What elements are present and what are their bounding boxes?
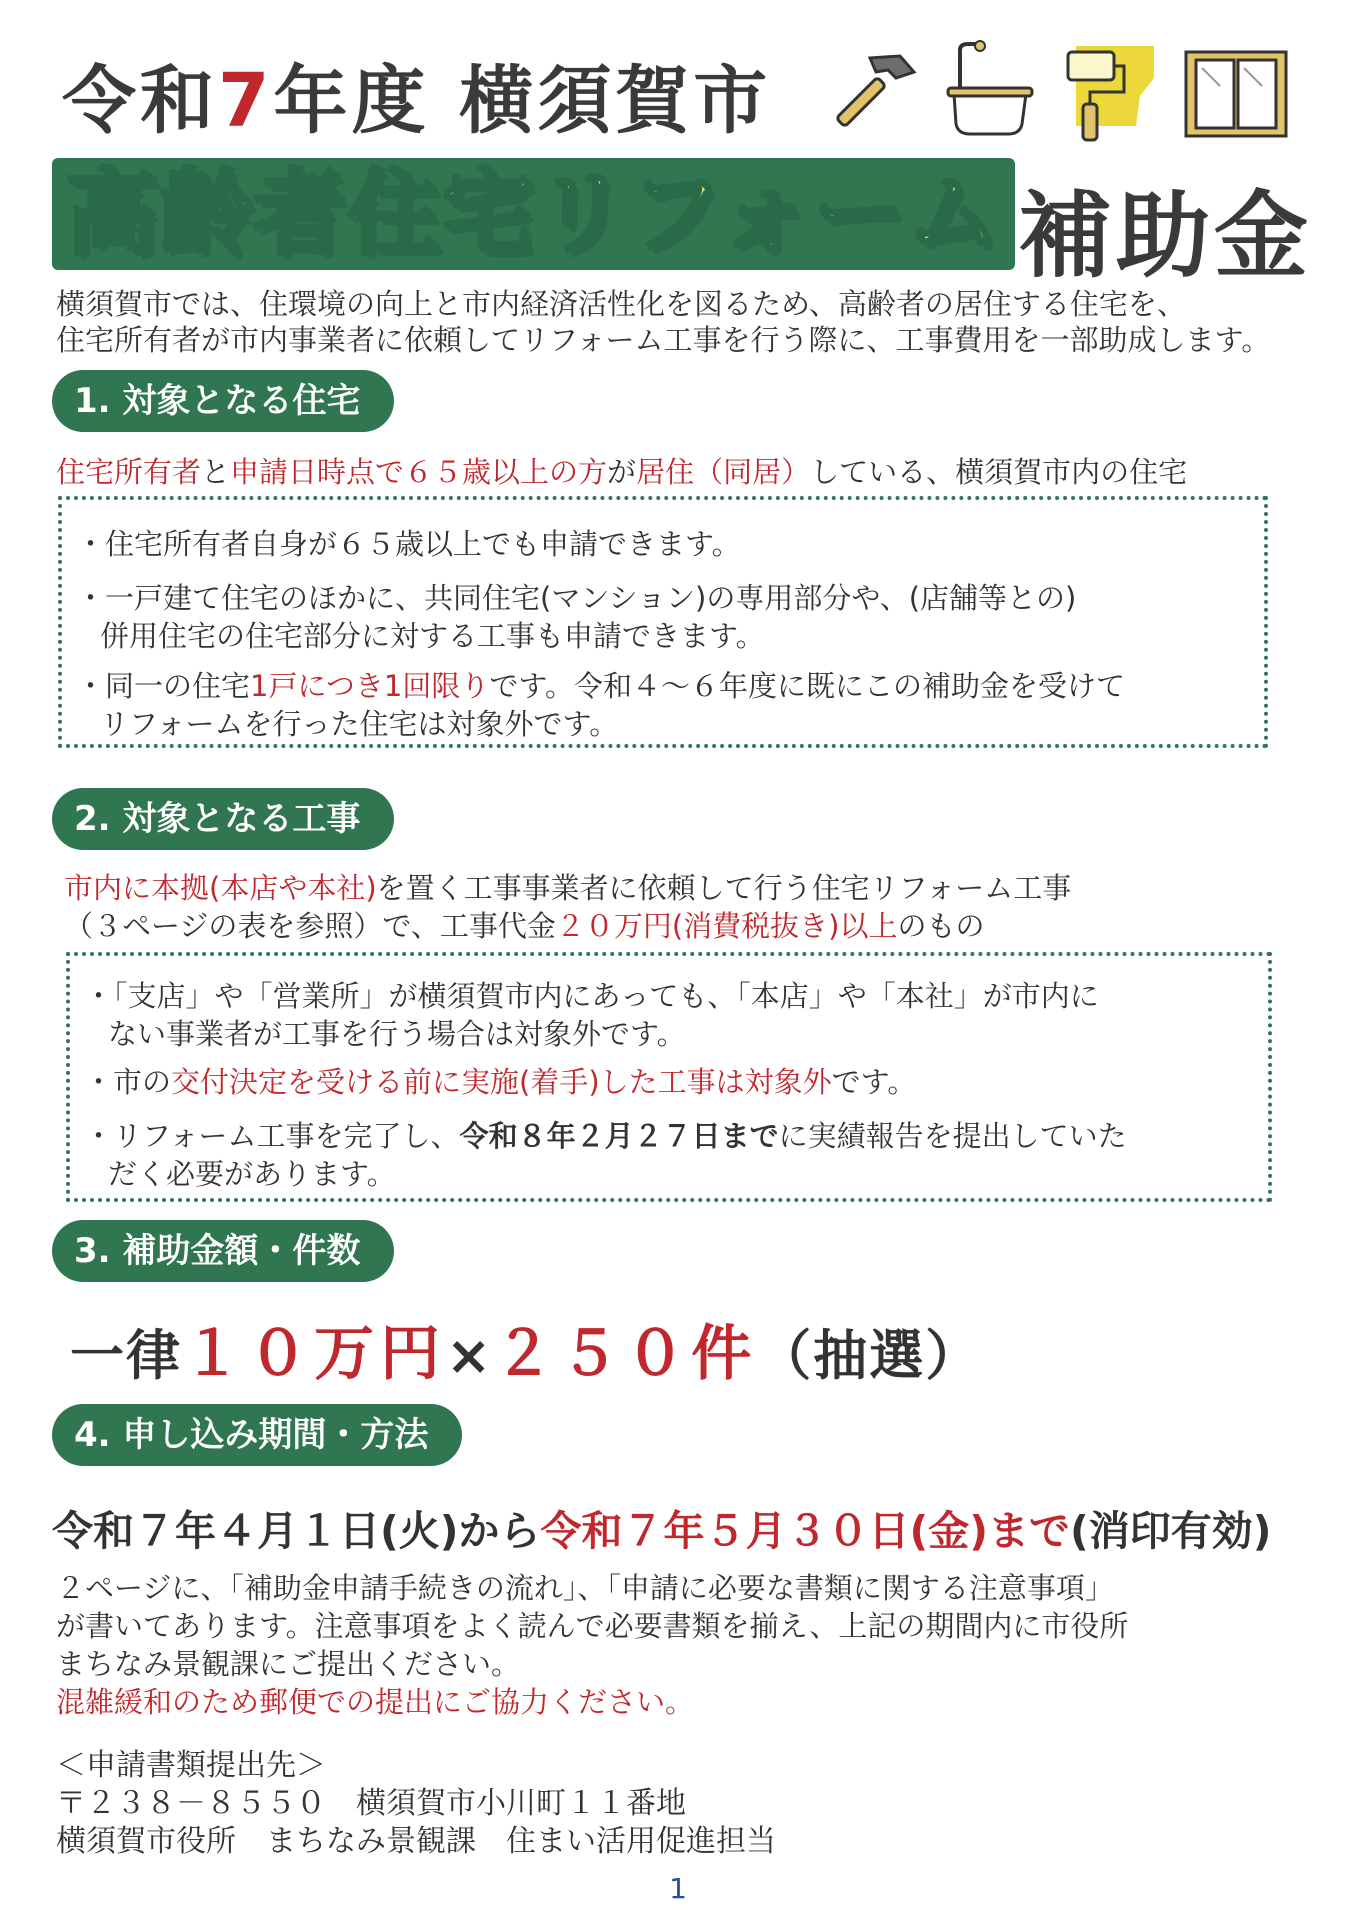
lead-text: （３ページの表を参照）で、工事代金	[64, 909, 556, 943]
section-2-note-3a	[84, 1114, 1127, 1155]
lead-owner: 住宅所有者	[56, 455, 202, 489]
amount-text: 一律	[70, 1324, 182, 1387]
section-1-note-2b: 併用住宅の住宅部分に対する工事も申請できます。	[100, 619, 765, 653]
page-number: 1	[669, 1872, 687, 1905]
amount-lottery: （抽選）	[757, 1324, 982, 1387]
title-year: 7	[218, 58, 274, 144]
intro-line-2: 住宅所有者が市内事業者に依頼してリフォーム工事を行う際に、工事費用を一部助成します。	[56, 323, 1271, 357]
note-highlight: 交付決定を受ける前に実施(着手)した工事は対象外	[171, 1065, 832, 1099]
title-suffix: 補助金	[1018, 182, 1313, 291]
title-main: 高齢者住宅リフォーム	[52, 158, 1015, 270]
lead-residence: 居住（同居）	[636, 455, 811, 489]
paint-roller-icon	[1068, 46, 1154, 140]
note-text: に実績報告を提出していた	[778, 1119, 1127, 1153]
period-start: 令和７年４月１日(火)から	[52, 1507, 541, 1555]
section-4-heading: 4. 申し込み期間・方法	[52, 1404, 462, 1466]
section-2-lead-2	[64, 904, 985, 945]
note-text: です。令和４～６年度に既にこの補助金を受けて	[489, 669, 1126, 703]
section-2-heading: 2. 対象となる工事	[52, 788, 394, 850]
section-1-note-3b: リフォームを行った住宅は対象外です。	[100, 707, 619, 741]
lead-text: している、横須賀市内の住宅	[810, 455, 1188, 489]
lead-headquarters: 市内に本拠(本店や本社)	[64, 871, 377, 905]
note-highlight: 1戸につき1回限り	[250, 669, 490, 703]
section-1-note-2a: ・一戸建て住宅のほかに、共同住宅(マンション)の専用部分や、(店舗等との)	[76, 581, 1077, 615]
lead-text: のもの	[897, 909, 985, 943]
submission-address: 〒２３８－８５５０ 横須賀市小川町１１番地	[56, 1786, 686, 1821]
bathtub-icon	[948, 41, 1032, 134]
amount-count: ２５０件	[493, 1319, 758, 1389]
submission-title: ＜申請書類提出先＞	[56, 1748, 326, 1783]
section-1-note-1: ・住宅所有者自身が６５歳以上でも申請できます。	[76, 527, 741, 561]
section-1-lead	[56, 450, 1187, 491]
title-main-wrap	[52, 158, 1015, 273]
amount-times: ×	[446, 1324, 494, 1387]
period-note: (消印有効)	[1069, 1507, 1272, 1555]
title-prefix: 令和	[62, 58, 218, 144]
window-icon	[1186, 52, 1286, 136]
period-end: 令和７年５月３０日(金)まで	[540, 1507, 1070, 1555]
section-3-heading: 3. 補助金額・件数	[52, 1220, 394, 1282]
note-text: ・同一の住宅	[76, 669, 251, 703]
section-2-note-3b: だく必要があります。	[108, 1157, 396, 1191]
lead-text: と	[201, 455, 231, 489]
note-deadline: 令和８年２月２７日まで	[459, 1119, 779, 1153]
desc-line-1: ２ページに、「補助金申請手続きの流れ」、「申請に必要な書類に関する注意事項」	[56, 1571, 1114, 1605]
intro-line-1: 横須賀市では、住環境の向上と市内経済活性化を図るため、高齢者の居住する住宅を、	[56, 287, 1186, 321]
section-2-note-1b: ない事業者が工事を行う場合は対象外です。	[108, 1017, 686, 1051]
lead-age: 申請日時点で６５歳以上の方	[230, 455, 608, 489]
reform-icons	[818, 38, 1298, 148]
section-2-lead-1	[64, 866, 1071, 907]
submission-office: 横須賀市役所 まちなみ景観課 住まい活用促進担当	[56, 1824, 776, 1859]
section-2-note-2	[84, 1060, 916, 1101]
amount-value: １０万円	[182, 1319, 446, 1389]
application-period	[52, 1498, 1271, 1557]
hammer-icon	[836, 56, 914, 127]
section-1-note-3a	[76, 664, 1125, 705]
desc-line-2: が書いてあります。注意事項をよく読んで必要書類を揃え、上記の期間内に市役所	[56, 1609, 1129, 1643]
lead-text: が	[607, 455, 637, 489]
title-rest: 年度 横須賀市	[273, 58, 772, 144]
desc-line-4: 混雑緩和のため郵便での提出にご協力ください。	[56, 1685, 695, 1719]
section-2-note-1a: ・「支店」や「営業所」が横須賀市内にあっても、「本店」や「本社」が市内に	[84, 979, 1099, 1013]
section-1-heading: 1. 対象となる住宅	[52, 370, 394, 432]
lead-text: を置く工事事業者に依頼して行う住宅リフォーム工事	[376, 871, 1072, 905]
lead-cost: ２０万円(消費税抜き)以上	[555, 909, 898, 943]
subsidy-amount	[70, 1306, 981, 1392]
title-line-1	[62, 42, 771, 148]
note-text: ・市の	[84, 1065, 172, 1099]
note-text: ・リフォーム工事を完了し、	[84, 1119, 460, 1153]
desc-line-3: まちなみ景観課にご提出ください。	[56, 1647, 521, 1681]
note-text: です。	[831, 1065, 917, 1099]
